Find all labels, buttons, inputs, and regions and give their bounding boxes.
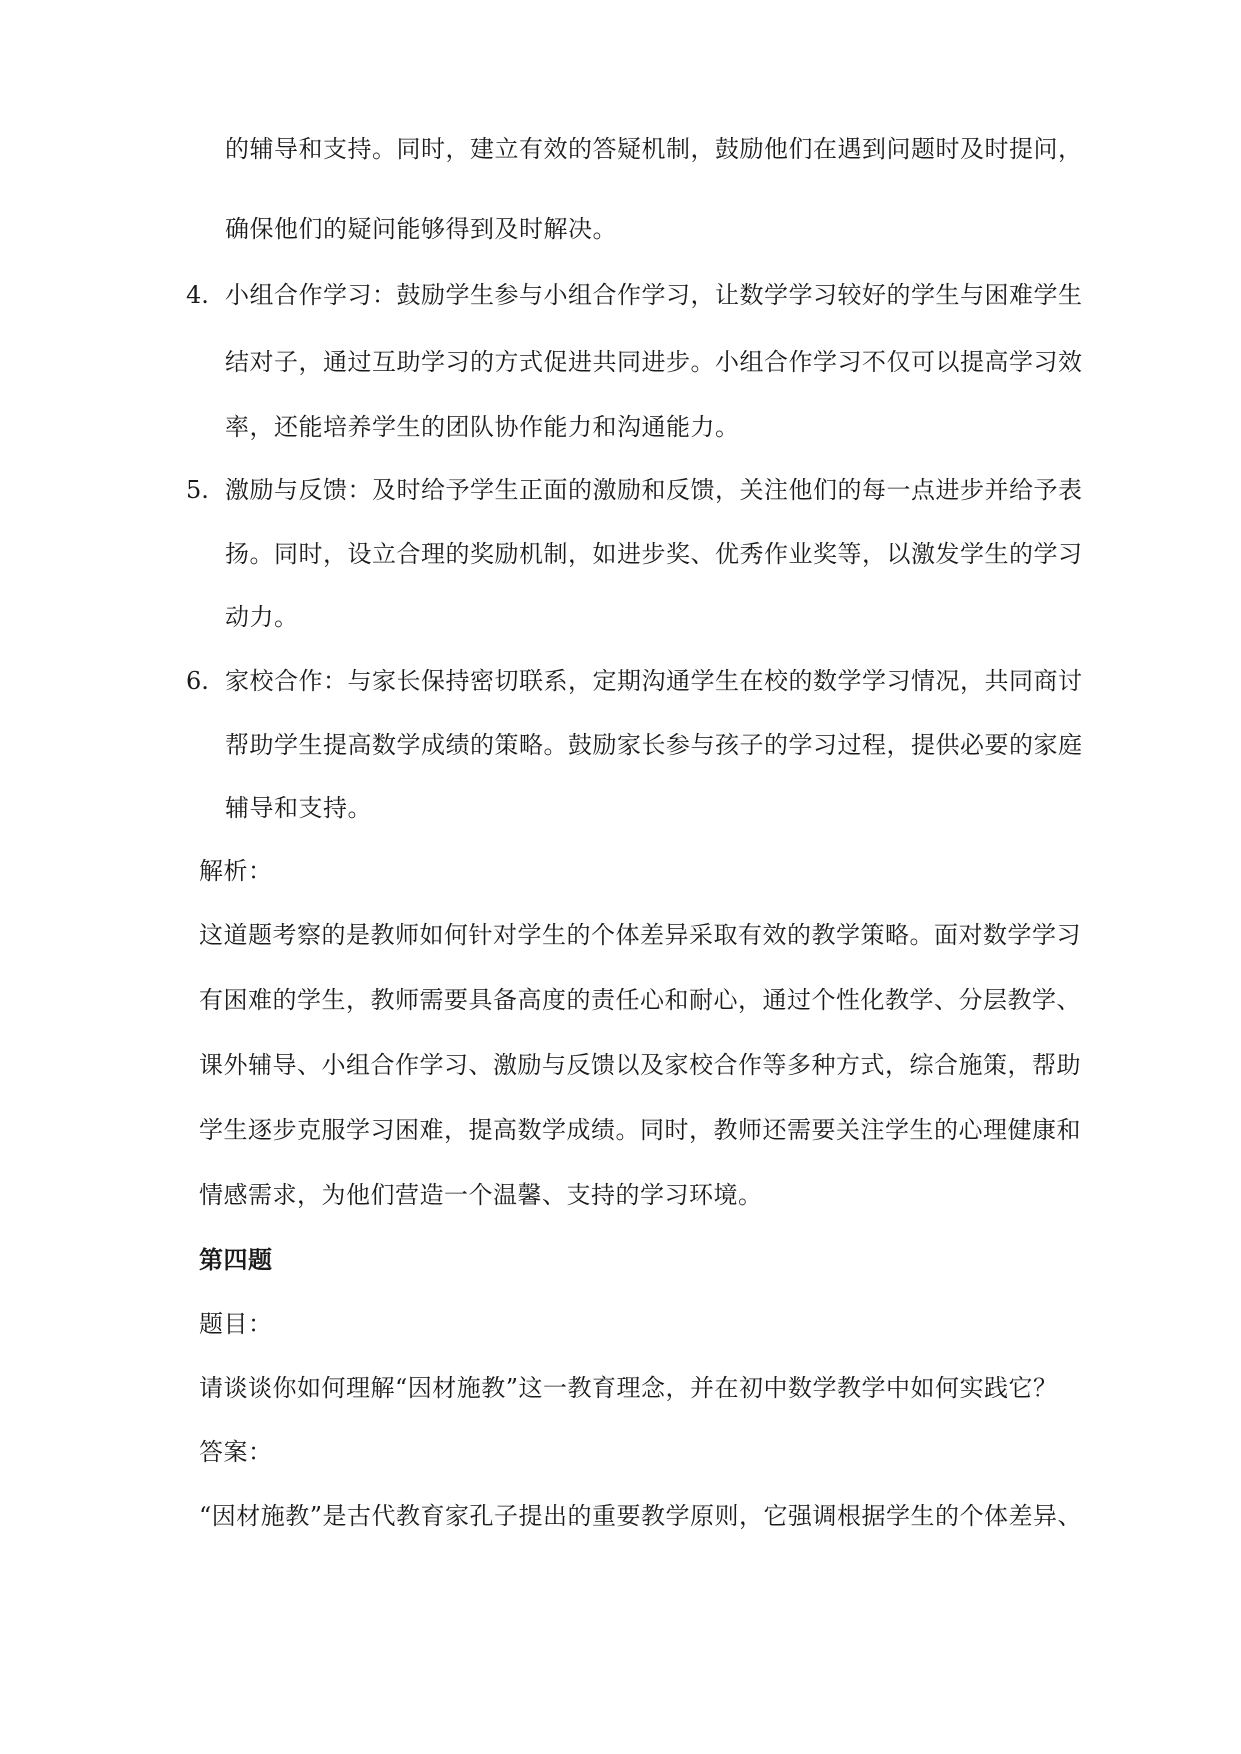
- list-item-line: 家校合作：与家长保持密切联系，定期沟通学生在校的数学学习情况，共同商讨: [225, 667, 1083, 695]
- list-continuation-line: 的辅导和支持。同时，建立有效的答疑机制，鼓励他们在遇到问题时及时提问，: [225, 135, 1083, 163]
- list-item-line: 结对子，通过互助学习的方式促进共同进步。小组合作学习不仅可以提高学习效: [225, 348, 1083, 376]
- list-item-line: 扬。同时，设立合理的奖励机制，如进步奖、优秀作业奖等，以激发学生的学习: [225, 540, 1083, 568]
- list-item-line: 辅导和支持。: [225, 794, 372, 822]
- answer-text: “因材施教”是古代教育家孔子提出的重要教学原则，它强调根据学生的个体差异、: [199, 1502, 1083, 1530]
- topic-text: 请谈谈你如何理解“因材施教”这一教育理念，并在初中数学教学中如何实践它？: [199, 1374, 1058, 1402]
- analysis-line: 有困难的学生，教师需要具备高度的责任心和耐心，通过个性化教学、分层教学、: [199, 986, 1081, 1014]
- list-item-line: 帮助学生提高数学成绩的策略。鼓励家长参与孩子的学习过程，提供必要的家庭: [225, 731, 1083, 759]
- analysis-line: 这道题考察的是教师如何针对学生的个体差异采取有效的教学策略。面对数学学习: [199, 921, 1081, 949]
- list-item-line: 激励与反馈：及时给予学生正面的激励和反馈，关注他们的每一点进步并给予表: [225, 476, 1083, 504]
- list-continuation-line: 确保他们的疑问能够得到及时解决。: [225, 215, 617, 243]
- analysis-line: 情感需求，为他们营造一个温馨、支持的学习环境。: [199, 1181, 763, 1209]
- list-item-line: 小组合作学习：鼓励学生参与小组合作学习，让数学学习较好的学生与困难学生: [225, 281, 1083, 309]
- list-item-number: 4.: [186, 281, 209, 309]
- analysis-label: 解析：: [199, 857, 273, 885]
- list-item-number: 5.: [186, 476, 209, 504]
- question-heading: 第四题: [199, 1245, 273, 1274]
- topic-label: 题目：: [199, 1310, 273, 1338]
- analysis-line: 学生逐步克服学习困难，提高数学成绩。同时，教师还需要关注学生的心理健康和: [199, 1116, 1081, 1144]
- analysis-line: 课外辅导、小组合作学习、激励与反馈以及家校合作等多种方式，综合施策，帮助: [199, 1051, 1081, 1079]
- answer-label: 答案：: [199, 1438, 273, 1466]
- list-item-line: 动力。: [225, 603, 299, 631]
- list-item-number: 6.: [186, 667, 209, 695]
- list-item-line: 率，还能培养学生的团队协作能力和沟通能力。: [225, 413, 740, 441]
